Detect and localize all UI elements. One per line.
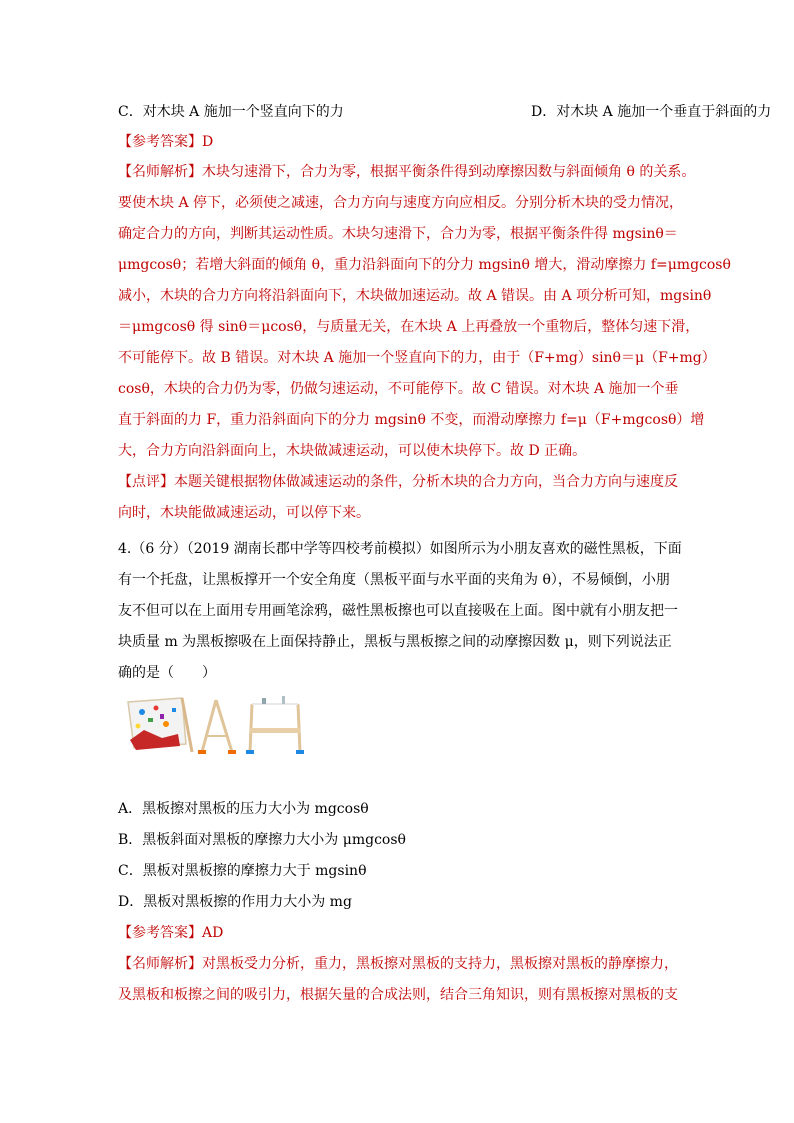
q4-stem-line: 确的是（ ） — [118, 665, 216, 681]
q3-comment-line: 【点评】本题关键根据物体做减速运动的条件，分析木块的合力方向，当合力方向与速度反 — [118, 474, 678, 490]
q4-analysis-line: 【名师解析】对黑板受力分析，重力，黑板擦对黑板的支持力，黑板擦对黑板的静摩擦力， — [118, 956, 678, 972]
magnetic-blackboard-figure — [122, 694, 312, 756]
q4-stem-line: 块质量 m 为黑板擦吸在上面保持静止，黑板与黑板擦之间的动摩擦因数 μ，则下列说法正 — [118, 634, 672, 650]
q4-stem-line: 4.（6 分）（2019 湖南长郡中学等四校考前模拟）如图所示为小朋友喜欢的磁性黑板，下面 — [118, 541, 682, 557]
q4-option-a: A．黑板擦对黑板的压力大小为 mgcosθ — [118, 801, 369, 817]
option-d-prev: D．对木块 A 施加一个垂直于斜面的力 — [531, 104, 772, 120]
q4-stem-line: 有一个托盘，让黑板撑开一个安全角度（黑板平面与水平面的夹角为 θ），不易倾倒，小朋 — [118, 572, 670, 588]
q3-analysis-line: 大，合力方向沿斜面向上，木块做减速运动，可以使木块停下。故 D 正确。 — [118, 443, 587, 459]
q4-analysis-line: 及黑板和板擦之间的吸引力，根据矢量的合成法则，结合三角知识，则有黑板擦对黑板的支 — [118, 987, 678, 1003]
q3-answer: 【参考答案】D — [118, 134, 214, 150]
q3-analysis-line: ＝μmgcosθ 得 sinθ＝μcosθ，与质量无关，在木块 A 上再叠放一个重物后，整体匀速下滑， — [118, 319, 700, 335]
q3-comment-line: 向时，木块能做减速运动，可以停下来。 — [118, 505, 370, 521]
q3-analysis-line: 【名师解析】木块匀速滑下，合力为零，根据平衡条件得到动摩擦因数与斜面倾角 θ 的关系。 — [118, 164, 696, 180]
q3-analysis-line: 减小，木块的合力方向将沿斜面向下，木块做加速运动。故 A 错误。由 A 项分析可知，mgsinθ — [118, 288, 712, 304]
q3-analysis-line: μmgcosθ；若增大斜面的倾角 θ，重力沿斜面向下的分力 mgsinθ 增大，滑动摩擦力 f=μmgcosθ — [118, 257, 731, 273]
easel-illustration — [122, 694, 312, 756]
q4-option-d: D．黑板对黑板擦的作用力大小为 mg — [118, 894, 352, 910]
q3-analysis-line: cosθ，木块的合力仍为零，仍做匀速运动，不可能停下。故 C 错误。对木块 A 施加一个垂 — [118, 381, 679, 397]
q3-analysis-line: 要使木块 A 停下，必须使之减速，合力方向与速度方向应相反。分别分析木块的受力情况， — [118, 195, 684, 211]
option-c-prev: C．对木块 A 施加一个竖直向下的力 — [118, 104, 344, 120]
q3-analysis-line: 确定合力的方向，判断其运动性质。木块匀速滑下，合力为零，根据平衡条件得 mgsinθ＝ — [118, 226, 678, 242]
q3-analysis-line: 直于斜面的力 F，重力沿斜面向下的分力 mgsinθ 不变，而滑动摩擦力 f=μ（F+mgcosθ）增 — [118, 412, 705, 428]
q4-answer: 【参考答案】AD — [118, 925, 224, 941]
q4-stem-line: 友不但可以在上面用专用画笔涂鸦，磁性黑板擦也可以直接吸在上面。图中就有小朋友把一 — [118, 603, 678, 619]
q4-option-c: C．黑板对黑板擦的摩擦力大于 mgsinθ — [118, 863, 367, 879]
previous-options-row — [118, 102, 772, 122]
q4-option-b: B．黑板斜面对黑板的摩擦力大小为 μmgcosθ — [118, 832, 406, 848]
q3-analysis-line: 不可能停下。故 B 错误。对木块 A 施加一个竖直向下的力，由于（F+mg）sinθ＝μ（F+mg） — [118, 350, 716, 366]
